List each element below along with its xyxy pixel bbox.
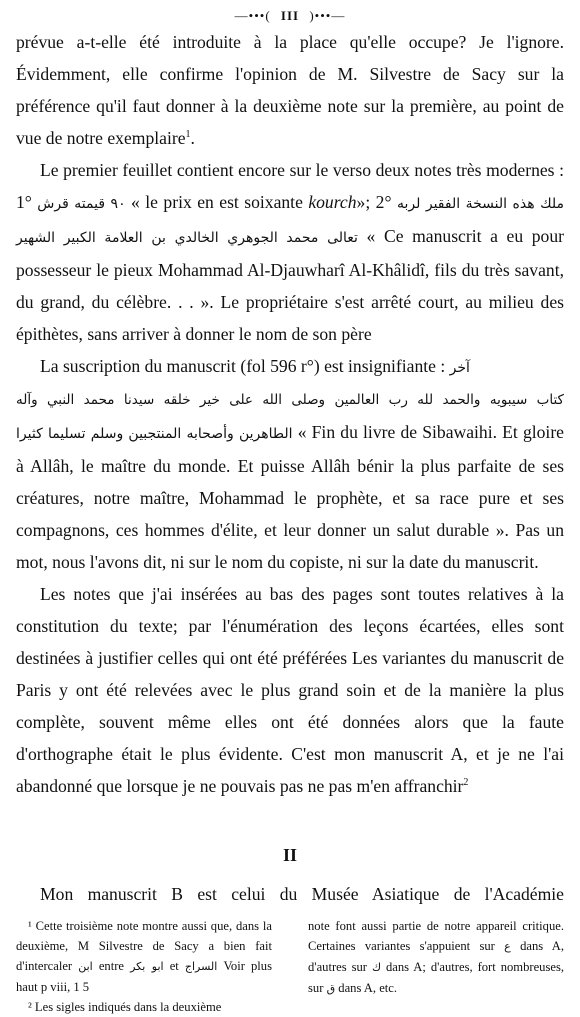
footnote-1	[16, 916, 272, 997]
paragraph-2-close: »;	[356, 192, 371, 212]
paragraph-3-continued	[16, 416, 564, 578]
footnote-1-arabic-ibn: ابن	[78, 960, 93, 973]
header-right-ornament: )•••—	[305, 8, 346, 23]
arabic-suscription-line: كتاب سيبويه والحمد لله رب العالمين وصلى الله على خير خلقه سيدنا محمد النبي وآله	[16, 392, 564, 408]
paragraph-1-end: .	[190, 128, 195, 148]
arabic-note-1: ٩٠ قيمته قرش	[37, 196, 126, 212]
footnote-2-sigle-3: ق	[326, 982, 336, 995]
footnote-1-entre: entre	[98, 959, 124, 973]
footnote-1-text: ¹ Cette troisième note montre aussi que, dans la deuxième, M Silvestre de Sacy a bien fait d'intercaler	[16, 919, 272, 973]
arabic-note-2: ملك هذه النسخة الفقير لربه تعالى محمد الجوهري الخالدي بن العلامة الكبير الشهير	[16, 196, 565, 246]
section-first-line: Mon manuscrit B est celui du Musée Asiatique de l'Académie	[40, 884, 564, 904]
arabic-suscription-start: آخر	[449, 360, 470, 376]
footnote-1-reference: Voir plus haut p viii, 1 5	[16, 959, 273, 994]
paragraph-4	[16, 578, 564, 802]
paragraph-2-intro: Le premier feuillet contient encore sur le verso deux notes très modernes : 1°	[16, 160, 564, 212]
paragraph-4-text: Les notes que j'ai insérées au bas des pages sont toutes relatives à la constitution du texte; par l'énumération des leçons écartées, elles sont destinées à justifier celles qui ont été préférées Les variantes du manuscrit de Paris y ont été relevées avec le plus grand soin et de la manière la plus complète, souvent même elles ont été données alors que la faute d'orthographe était le plus évidente. C'est mon manuscrit A, et je ne l'ai abandonné que lorsque je ne pouvais pas ne pas m'en affranchir	[16, 584, 564, 796]
kourch-word: kourch	[308, 192, 357, 212]
footnote-2-sigle-2: ك	[371, 961, 382, 974]
footnote-2-text-a: note font aussi partie de notre appareil critique. Certaines variantes s'appuient sur	[308, 919, 564, 953]
footnote-1-et: et	[169, 959, 179, 973]
note-2-number: 2°	[375, 192, 392, 212]
paragraph-3-translation: « Fin du livre de Sibawaihi. Et gloire à Allâh, le maître du monde. Et puisse Allâh bénir la plus parfaite de ses créatures, notre maître, Mohammad le prophète, et sa race pure et ses compagnons, ces hommes d'élite, et leur donner un salut durable ». Pas un mot, nous l'avons dit, ni sur le nom du copiste, ni sur la date du manuscrit.	[16, 422, 564, 572]
paragraph-1-text: prévue a-t-elle été introduite à la place qu'elle occupe? Je l'ignore. Évidemment, elle confirme l'opinion de M. Silvestre de Sacy sur la préférence qu'il faut donner à la deuxième note sur la première, au point de vue de notre exemplaire	[16, 32, 564, 148]
paragraph-1	[16, 26, 564, 154]
footnote-2-continued	[308, 916, 564, 999]
footnote-column-right	[308, 916, 564, 1017]
paragraph-2	[16, 154, 564, 350]
footnote-1-arabic-sarraj: السراج	[184, 960, 218, 973]
paragraph-3	[16, 350, 564, 384]
page-header	[16, 6, 564, 26]
footnotes	[16, 916, 564, 1017]
paragraph-3-intro: La suscription du manuscrit (fol 596 r°) est insignifiante :	[40, 356, 446, 376]
footnote-1-arabic-abu-bakr: ابو بكر	[130, 960, 164, 973]
footnote-ref-1: 1	[185, 129, 191, 141]
footnote-column-left	[16, 916, 272, 1017]
footnote-2-text-b: dans A, d'autres sur	[308, 939, 564, 974]
footnote-ref-2: 2	[463, 777, 469, 789]
footnote-2-text-d: dans A, etc.	[338, 981, 398, 995]
section-heading: II	[282, 845, 297, 865]
document-page	[16, 6, 565, 1014]
paragraph-2-price: « le prix en est soixante	[131, 192, 309, 212]
arabic-suscription-end: الطاهرين وأصحابه المنتجبين وسلم تسليما كثيرا	[16, 426, 293, 442]
page-number: III	[280, 8, 300, 23]
header-left-ornament: —•••(	[234, 8, 275, 23]
footnote-2: ² Les sigles indiqués dans la deuxième	[28, 1000, 222, 1014]
footnote-2-text-c: dans A; d'autres, fort nombreuses, sur	[308, 960, 564, 995]
paragraph-2-translation: « Ce manuscrit a eu pour possesseur le pieux Mohammad Al-Djauwharî Al-Khâlidî, fils du très savant, du grand, du célèbre. . . ». Le propriétaire s'est arrêté court, au milieu des épithètes, sans arriver à donner le nom de son père	[16, 226, 564, 344]
footnote-2-sigle-1: ع	[504, 940, 511, 953]
